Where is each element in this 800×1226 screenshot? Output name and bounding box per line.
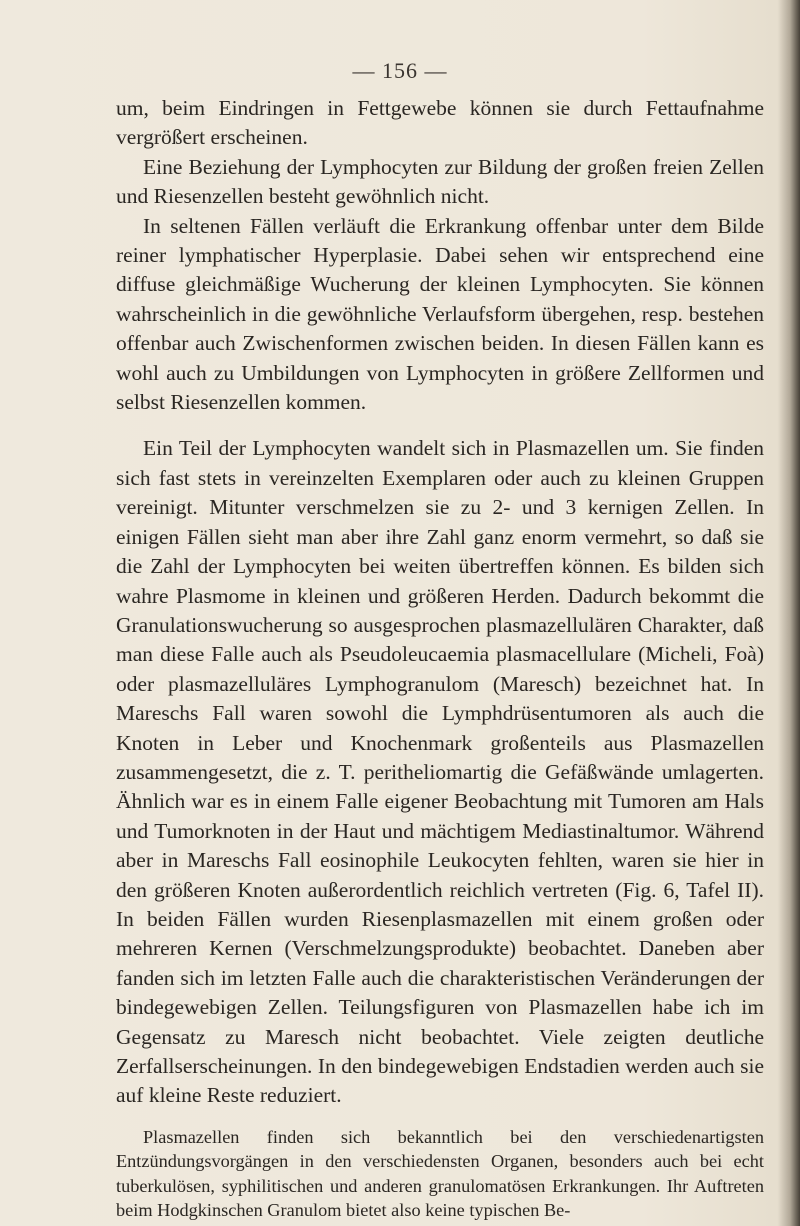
paragraph-continuation: um, beim Eindringen in Fettgewebe können sie durch Fettaufnahme vergrößert erscheinen. <box>116 96 764 150</box>
paragraph-plasma-cells: Ein Teil der Lymphocyten wandelt sich in Plasmazellen um. Sie finden sich fast stets in vereinzelten Exemplaren oder auch zu kleinen Gruppen vereinigt. Mitunter verschmelzen sie zu 2- und 3 kernigen Zellen. In einigen Fällen sieht man aber ihre Zahl ganz enorm vermehrt, so daß sie die Zahl der Lymphocyten bei weiten übertreffen können. Es bilden sich wahre Plasmome in kleinen und größeren Herden. Dadurch bekommt die Granulationswucherung so ausgesprochen plasmazellulären Charakter, daß man diese Falle auch als Pseudoleucaemia plasmacellulare (Micheli, Foà) oder plasmazelluläres Lymphogranulom (Maresch) bezeichnet hat. In Mareschs Fall waren sowohl die Lymphdrüsentumoren als auch die Knoten in Leber und Knochenmark großenteils aus Plasmazellen zusammengesetzt, die z. T. peritheliomartig die Gefäßwände umlagerten. Ähnlich war es in einem Falle eigener Beobachtung mit Tumoren am Hals und Tumorknoten in der Haut und mächtigem Mediastinaltumor. Während aber in Mareschs Fall eosinophile Leukocyten fehlten, waren sie hier in den größeren Knoten außerordentlich reichlich vertreten (Fig. 6, Tafel II). In beiden Fällen wurden Riesenplasmazellen mit einem großen oder mehreren Kernen (Verschmelzungsprodukte) beobachtet. Daneben aber fanden sich im letzten Falle auch die charakteristischen Veränderungen der bindegewebigen Zellen. Teilungsfiguren von Plasmazellen habe ich im Gegensatz zu Maresch nicht beobachtet. Viele zeigten deutliche Zerfallserscheinungen. In den bindegewebigen Endstadien werden auch sie auf kleine Reste reduziert. <box>116 436 764 1108</box>
page-edge-shadow <box>778 0 800 1226</box>
paragraph-lymphatic-hyperplasia: In seltenen Fällen verläuft die Erkrankung offenbar unter dem Bilde reiner lymphatischer Hyperplasie. Dabei sehen wir entsprechend eine diffuse gleichmäßige Wucherung der kleinen Lymphocyten. Sie können wahrscheinlich in die gewöhnliche Verlaufsform übergehen, resp. bestehen offenbar auch Zwischenformen zwischen beiden. In diesen Fällen kann es wohl auch zu Umbildungen von Lymphocyten in größere Zellformen und selbst Riesenzellen kommen. <box>116 213 764 415</box>
paragraph-lymphocyte-relation: Eine Beziehung der Lymphocyten zur Bildung der großen freien Zellen und Riesenzellen besteht gewöhnlich nicht. <box>116 154 764 209</box>
page-number: — 156 — <box>352 58 448 83</box>
body-text <box>116 94 764 1223</box>
paragraph-small-print: Plasmazellen finden sich bekanntlich bei den verschiedenartigsten Entzündungsvorgängen in den verschiedensten Organen, besonders auch bei echt tuberkulösen, syphilitischen und anderen granulomatösen Erkrankungen. Ihr Auftreten beim Hodgkinschen Granulom bietet also keine typischen Be- <box>116 1126 764 1221</box>
